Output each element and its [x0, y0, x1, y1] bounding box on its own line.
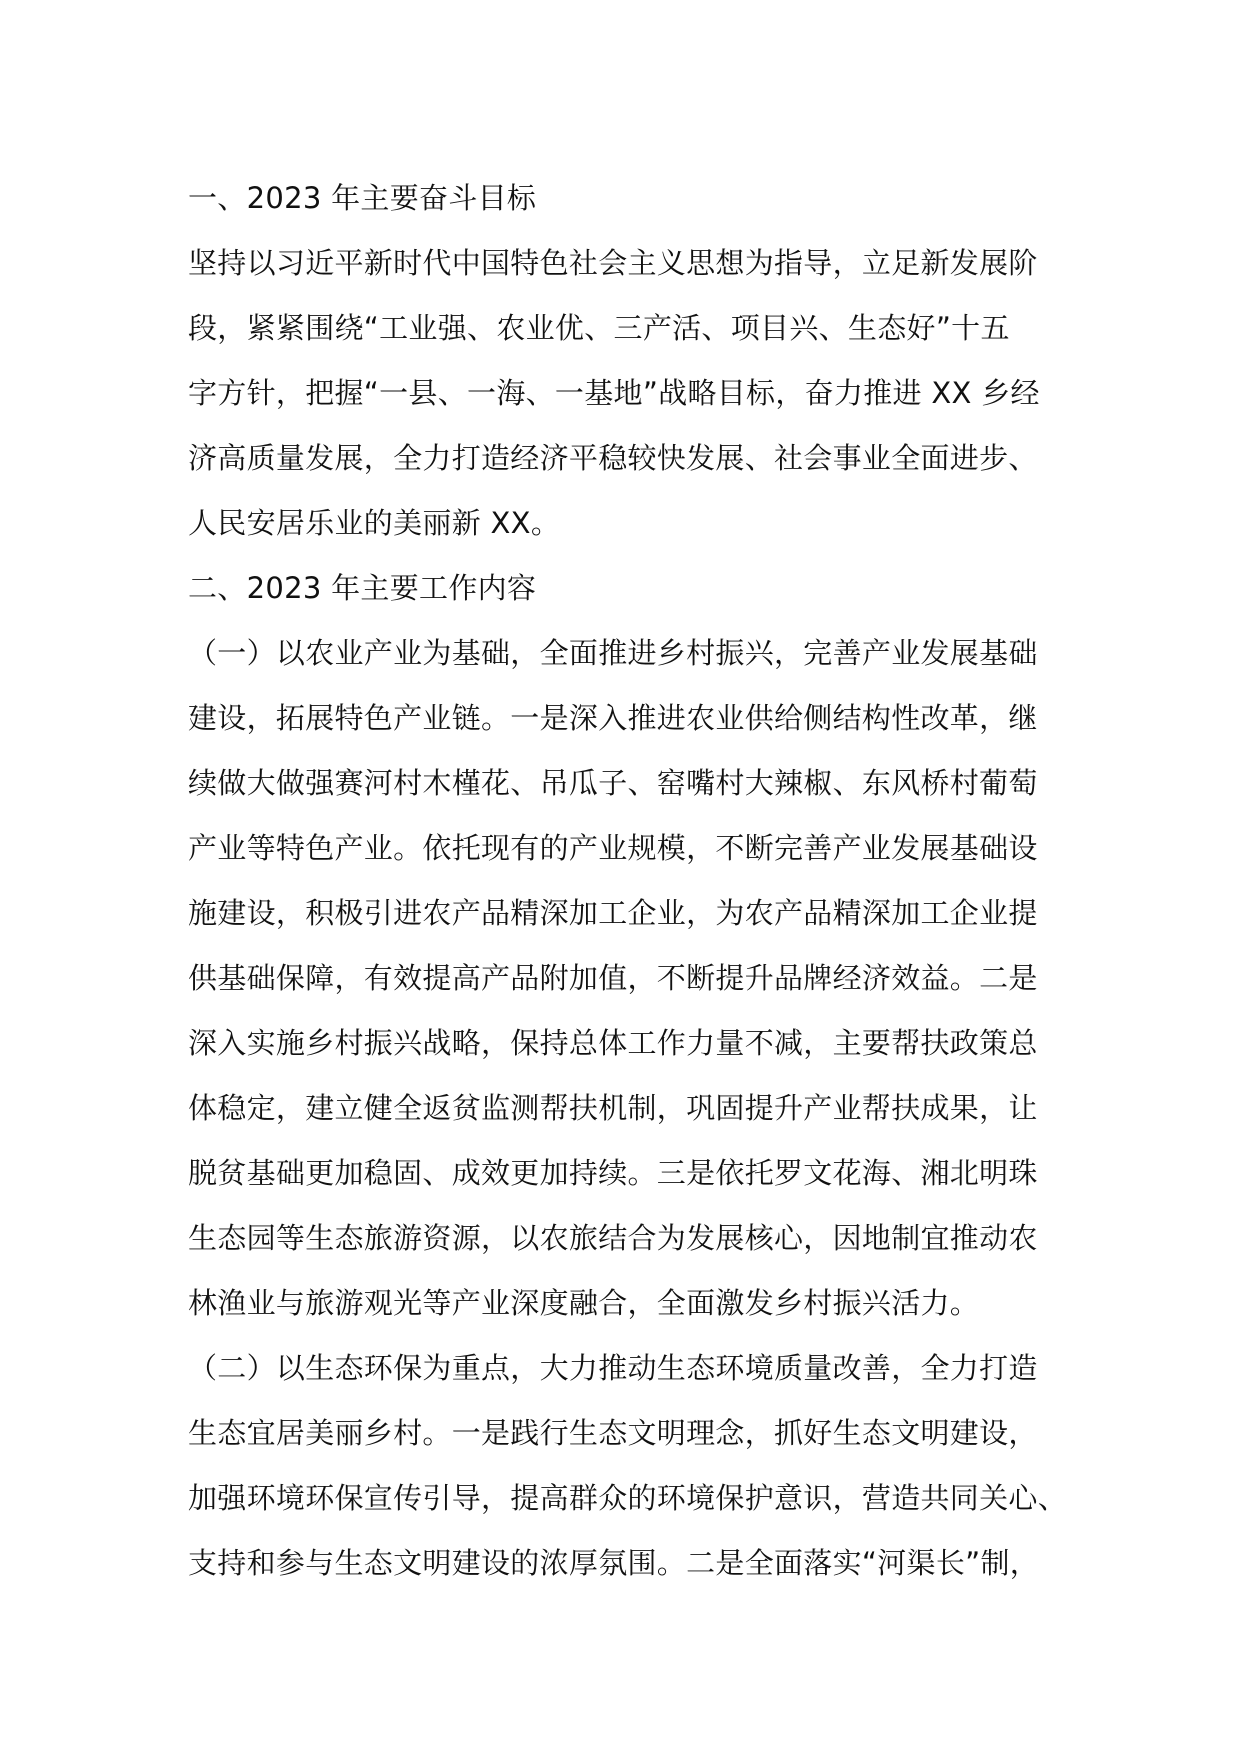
paragraph-line: 段，紧紧围绕“工业强、农业优、三产活、项目兴、生态好”十五 [188, 311, 1010, 345]
paragraph-line: 脱贫基础更加稳固、成效更加持续。三是依托罗文花海、湘北明珠 [188, 1156, 1038, 1190]
paragraph-line: 深入实施乡村振兴战略，保持总体工作力量不减，主要帮扶政策总 [188, 1026, 1038, 1060]
paragraph-line: 生态园等生态旅游资源，以农旅结合为发展核心，因地制宜推动农 [188, 1221, 1038, 1255]
subsection-heading-2: （二）以生态环保为重点，大力推动生态环境质量改善，全力打造 [188, 1351, 1038, 1385]
paragraph-line: 济高质量发展，全力打造经济平稳较快发展、社会事业全面进步、 [188, 441, 1038, 475]
section-heading-1: 一、2023 年主要奋斗目标 [188, 181, 537, 215]
paragraph-line: 续做大做强赛河村木槿花、吊瓜子、窑嘴村大辣椒、东风桥村葡萄 [188, 766, 1038, 800]
paragraph-line: 支持和参与生态文明建设的浓厚氛围。二是全面落实“河渠长”制， [188, 1546, 1040, 1580]
paragraph-line: 建设，拓展特色产业链。一是深入推进农业供给侧结构性改革，继 [188, 701, 1038, 735]
document-body [188, 166, 1068, 1596]
paragraph-line: 施建设，积极引进农产品精深加工企业，为农产品精深加工企业提 [188, 896, 1038, 930]
paragraph-line: 人民安居乐业的美丽新 XX。 [188, 506, 561, 540]
paragraph-line: 加强环境环保宣传引导，提高群众的环境保护意识，营造共同关心、 [188, 1481, 1068, 1515]
paragraph-line: 体稳定，建立健全返贫监测帮扶机制，巩固提升产业帮扶成果，让 [188, 1091, 1038, 1125]
paragraph-line: 林渔业与旅游观光等产业深度融合，全面激发乡村振兴活力。 [188, 1286, 980, 1320]
paragraph-line: 生态宜居美丽乡村。一是践行生态文明理念，抓好生态文明建设， [188, 1416, 1038, 1450]
subsection-heading-1: （一）以农业产业为基础，全面推进乡村振兴，完善产业发展基础 [188, 636, 1038, 670]
paragraph-line: 产业等特色产业。依托现有的产业规模，不断完善产业发展基础设 [188, 831, 1038, 865]
paragraph-line: 坚持以习近平新时代中国特色社会主义思想为指导，立足新发展阶 [188, 246, 1038, 280]
paragraph-line: 供基础保障，有效提高产品附加值，不断提升品牌经济效益。二是 [188, 961, 1038, 995]
section-heading-2: 二、2023 年主要工作内容 [188, 571, 537, 605]
paragraph-line: 字方针，把握“一县、一海、一基地”战略目标，奋力推进 XX 乡经 [188, 376, 1040, 410]
